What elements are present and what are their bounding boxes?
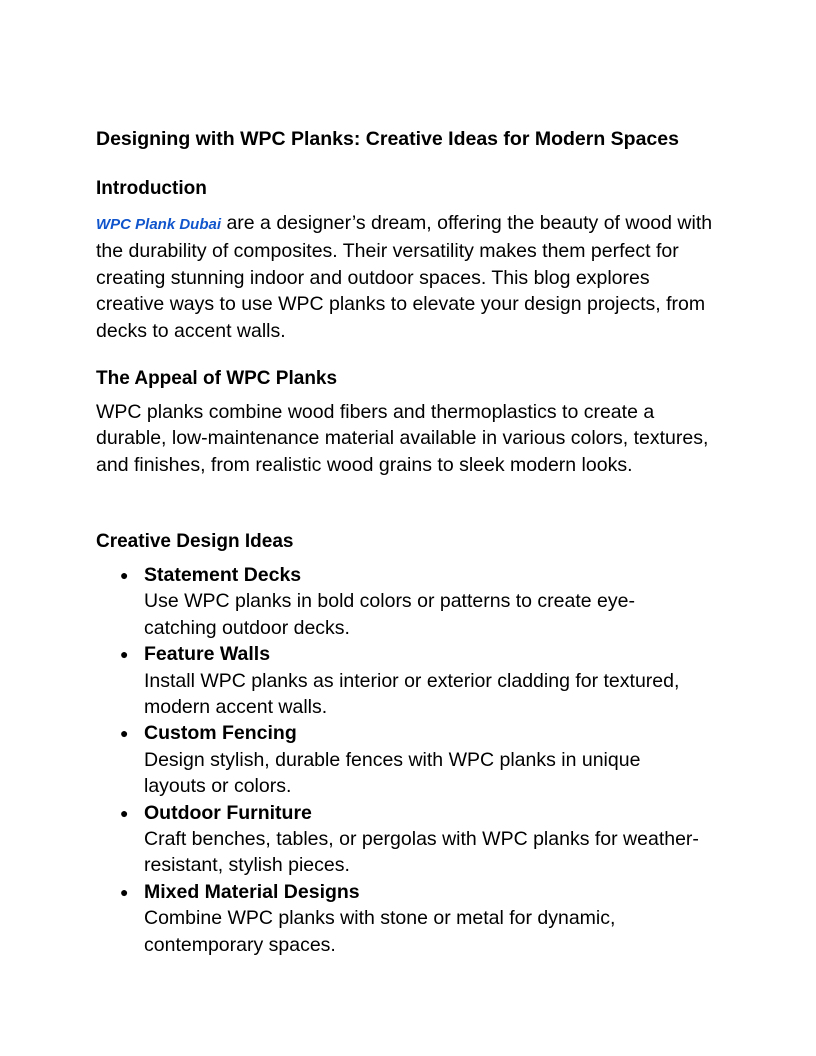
wpc-plank-dubai-link[interactable]: WPC Plank Dubai — [96, 216, 222, 233]
idea-description: Craft benches, tables, or pergolas with WPC planks for weather-resistant, stylish pieces. — [144, 828, 699, 877]
idea-title: Statement Decks — [144, 564, 302, 586]
introduction-paragraph — [96, 210, 720, 344]
appeal-paragraph: WPC planks combine wood fibers and thermoplastics to create a durable, low-maintenance material available in various colors, textures, and finishes, from realistic wood grains to sleek modern looks. — [96, 401, 709, 476]
idea-title: Custom Fencing — [144, 722, 297, 745]
idea-title: Outdoor Furniture — [144, 801, 312, 824]
list-item — [96, 800, 720, 879]
bullet-icon: ● — [120, 646, 129, 663]
idea-description: Design stylish, durable fences with WPC planks in unique layouts or colors. — [144, 748, 641, 798]
list-item — [96, 720, 720, 799]
list-item — [96, 641, 720, 720]
bullet-icon: ● — [120, 804, 129, 821]
page-title: Designing with WPC Planks: Creative Ideas for Modern Spaces — [96, 128, 679, 150]
idea-description: Combine WPC planks with stone or metal for dynamic, contemporary spaces. — [144, 907, 616, 956]
bullet-icon: ● — [120, 567, 129, 583]
bullet-icon: ● — [120, 883, 129, 900]
list-item — [96, 879, 720, 958]
idea-title: Feature Walls — [144, 643, 271, 666]
ideas-list — [96, 562, 720, 958]
ideas-heading: Creative Design Ideas — [96, 531, 294, 552]
list-item — [96, 562, 720, 641]
introduction-heading: Introduction — [96, 178, 207, 199]
idea-description: Install WPC planks as interior or exterior cladding for textured, modern accent walls. — [144, 669, 680, 719]
idea-title: Mixed Material Designs — [144, 880, 360, 903]
introduction-text: are a designer’s dream, offering the beauty of wood with the durability of composites. Their versatility makes them perfect for creating stunning indoor and outdoor spaces. This blog explores creative ways to use WPC planks to elevate your design projects, from decks to accent walls. — [96, 212, 713, 342]
appeal-heading: The Appeal of WPC Planks — [96, 368, 338, 389]
idea-description: Use WPC planks in bold colors or patterns to create eye-catching outdoor decks. — [144, 590, 635, 639]
bullet-icon: ● — [120, 725, 129, 742]
